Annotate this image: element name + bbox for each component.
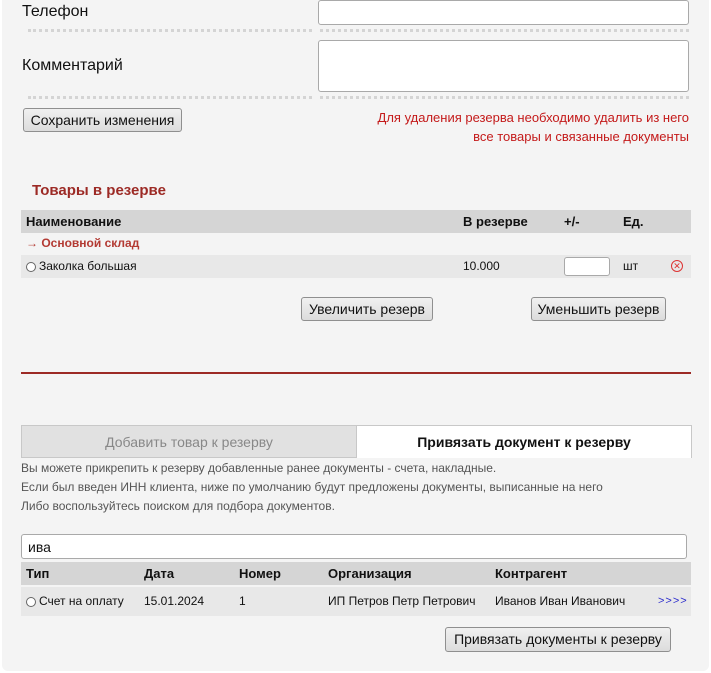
doc-organization: ИП Петров Петр Петрович: [328, 594, 476, 608]
phone-label-divider: [28, 29, 312, 32]
item-name: Заколка большая: [39, 259, 137, 273]
warehouse-group-label: → Основной склад: [26, 236, 140, 250]
phone-input[interactable]: [318, 0, 689, 25]
item-delta-input[interactable]: [564, 257, 610, 276]
decrease-reserve-button[interactable]: Уменьшить резерв: [531, 297, 666, 321]
comment-textarea[interactable]: [318, 40, 689, 92]
comment-label: Комментарий: [22, 57, 123, 74]
tab-add-item[interactable]: Добавить товар к резерву: [21, 425, 357, 458]
col-date-header: Дата: [144, 566, 175, 581]
row-select-radio[interactable]: [26, 262, 36, 272]
col-number-header: Номер: [239, 566, 281, 581]
increase-reserve-button[interactable]: Увеличить резерв: [301, 297, 433, 321]
col-org-header: Организация: [328, 566, 412, 581]
delete-reserve-warning: [378, 108, 689, 146]
warning-line-1: Для удаления резерва необходимо удалить из него: [377, 110, 689, 125]
doc-details-link[interactable]: >>>>: [658, 595, 688, 607]
item-reserved-qty: 10.000: [463, 259, 500, 273]
comment-field-divider: [320, 96, 689, 99]
reserve-table-header: [21, 210, 691, 233]
phone-field-divider: [320, 29, 689, 32]
doc-type: Счет на оплату: [39, 594, 124, 608]
remove-item-icon[interactable]: ✕: [671, 260, 683, 272]
item-unit: шт: [623, 259, 639, 273]
table-row: [21, 587, 691, 616]
col-type-header: Тип: [26, 566, 50, 581]
document-search-input[interactable]: [21, 534, 687, 559]
tab-attach-document[interactable]: Привязать документ к резерву: [356, 425, 692, 458]
col-unit-header: Ед.: [623, 214, 644, 229]
help-line-3: Либо воспользуйтесь поиском для подбора документов.: [21, 499, 335, 513]
help-line-2: Если был введен ИНН клиента, ниже по умолчанию будут предложены документы, выписанные на него: [21, 480, 603, 494]
table-row: [21, 255, 691, 278]
comment-label-divider: [28, 96, 312, 99]
doc-number: 1: [239, 594, 246, 608]
col-counterparty-header: Контрагент: [495, 566, 568, 581]
documents-table-header: [21, 562, 691, 585]
reserve-section-title: Товары в резерве: [32, 182, 166, 199]
doc-date: 15.01.2024: [144, 594, 205, 608]
phone-label: Телефон: [22, 3, 89, 20]
doc-select-radio[interactable]: [26, 597, 36, 607]
attach-help-text: [21, 459, 603, 516]
col-name-header: Наименование: [26, 214, 122, 229]
help-line-1: Вы можете прикрепить к резерву добавленные ранее документы - счета, накладные.: [21, 461, 497, 475]
doc-counterparty: Иванов Иван Иванович: [495, 594, 626, 608]
col-plusminus-header: +/-: [564, 214, 580, 229]
save-changes-button[interactable]: Сохранить изменения: [23, 108, 182, 132]
warning-line-2: все товары и связанные документы: [473, 129, 689, 144]
section-divider: [21, 372, 691, 374]
attach-documents-button[interactable]: Привязать документы к резерву: [445, 627, 671, 652]
col-reserved-header: В резерве: [463, 214, 528, 229]
